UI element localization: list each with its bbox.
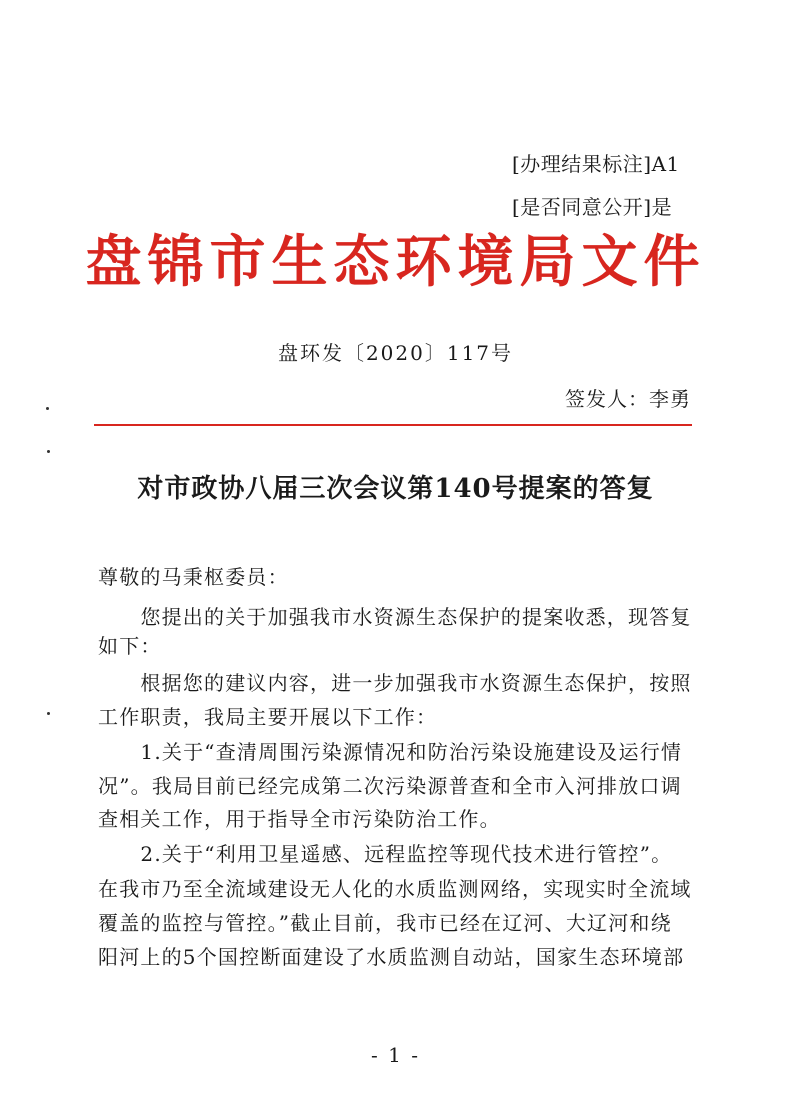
body-line: 查相关工作，用于指导全市污染防治工作。 <box>98 807 501 831</box>
binding-hole-mark <box>47 450 50 453</box>
signer: 签发人：李勇 <box>565 387 691 411</box>
page-number: - 1 - <box>371 1043 420 1067</box>
body-line: 1.关于“查清周围污染源情况和防治污染设施建设及运行情 <box>98 740 683 764</box>
body-line: 您提出的关于加强我市水资源生态保护的提案收悉，现答复 <box>98 605 692 629</box>
body-line: 如下： <box>98 634 162 658</box>
red-separator-line <box>94 424 692 426</box>
binding-hole-mark <box>47 712 50 715</box>
body-line: 况”。我局目前已经完成第二次污染源普查和全市入河排放口调 <box>98 774 682 798</box>
document-number: 盘环发〔2020〕117号 <box>277 341 514 365</box>
document-header-title: 盘锦市生态环境局文件 <box>85 230 706 295</box>
binding-hole-mark <box>46 407 49 410</box>
body-line: 尊敬的马秉枢委员： <box>98 565 289 589</box>
result-annotation: [办理结果标注]A1 <box>512 152 680 176</box>
body-line: 2.关于“利用卫星遥感、远程监控等现代技术进行管控”。 <box>98 842 673 866</box>
body-line: 覆盖的监控与管控。”截止目前，我市已经在辽河、大辽河和绕 <box>98 911 672 935</box>
body-line: 根据您的建议内容，进一步加强我市水资源生态保护，按照 <box>98 671 692 695</box>
body-line: 阳河上的5个国控断面建设了水质监测自动站，国家生态环境部 <box>98 945 685 969</box>
body-line: 在我市乃至全流域建设无人化的水质监测网络，实现实时全流域 <box>98 877 692 901</box>
public-consent-annotation: [是否同意公开]是 <box>512 195 673 219</box>
document-subject: 对市政协八届三次会议第140号提案的答复 <box>137 474 654 504</box>
body-line: 工作职责，我局主要开展以下工作： <box>98 705 438 729</box>
